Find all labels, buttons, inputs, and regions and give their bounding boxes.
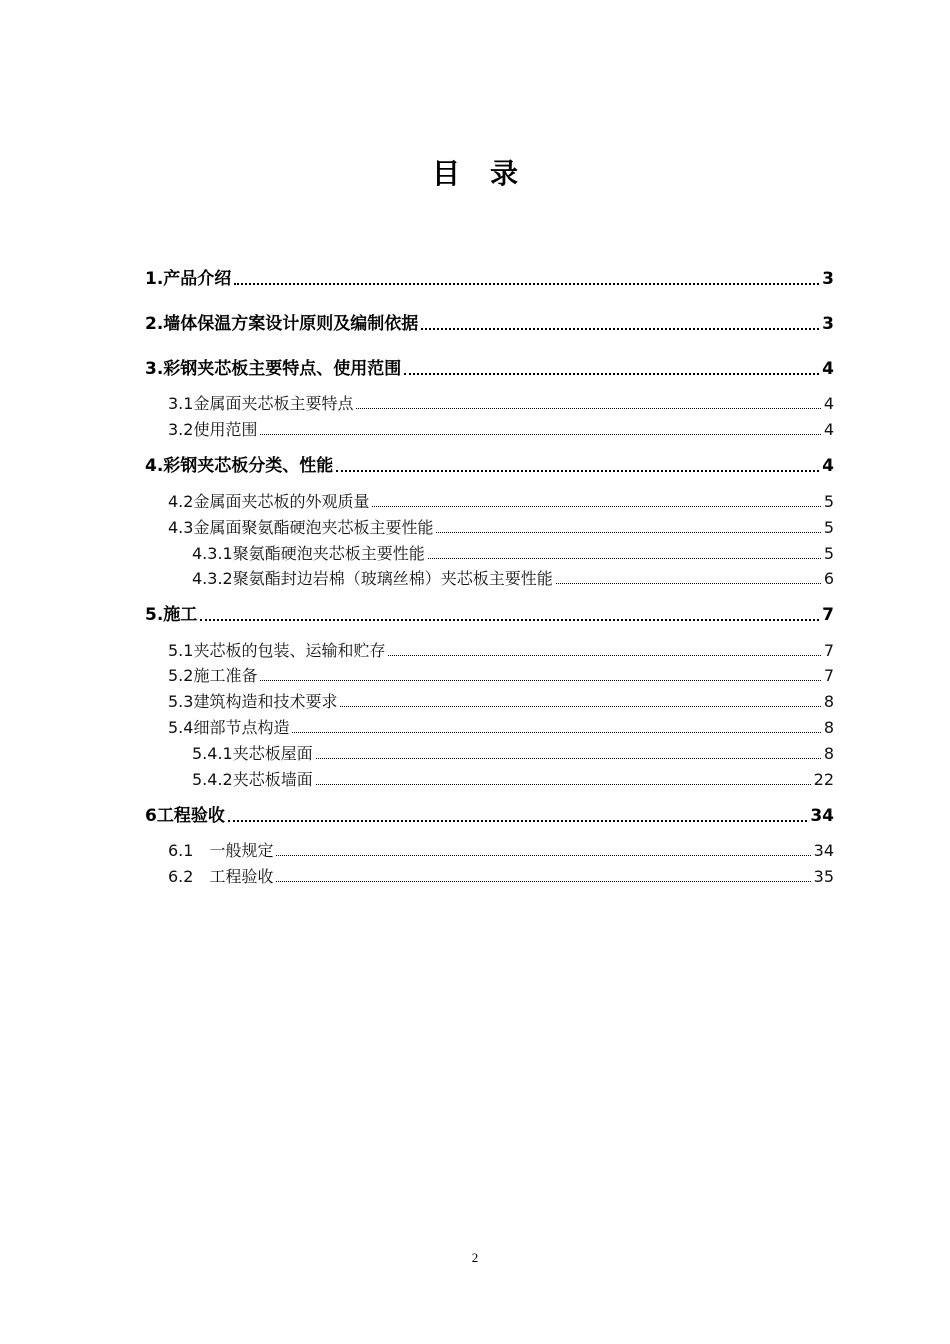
toc-entry[interactable] bbox=[145, 268, 834, 290]
toc-entry-page: 4 bbox=[823, 394, 834, 413]
toc-leader-dots bbox=[336, 470, 819, 472]
title-char-1: 目 bbox=[431, 157, 460, 190]
toc-leader-dots bbox=[276, 855, 810, 856]
page-number: 2 bbox=[471, 1250, 479, 1265]
toc-entry-label: 2.墙体保温方案设计原则及编制依据 bbox=[145, 314, 419, 334]
toc-entry[interactable] bbox=[168, 517, 834, 539]
toc-leader-dots bbox=[276, 881, 810, 882]
toc-entry-label: 3.1金属面夹芯板主要特点 bbox=[168, 394, 354, 413]
toc-leader-dots bbox=[388, 655, 820, 656]
toc-entry-page: 7 bbox=[822, 605, 834, 625]
toc-entry-label: 1.产品介绍 bbox=[145, 269, 232, 289]
toc-entry-label: 4.3金属面聚氨酯硬泡夹芯板主要性能 bbox=[168, 518, 434, 537]
toc-entry[interactable] bbox=[192, 568, 834, 590]
toc-entry-page: 8 bbox=[823, 718, 834, 737]
toc-entry-label: 5.1夹芯板的包装、运输和贮存 bbox=[168, 641, 386, 660]
toc-leader-dots bbox=[372, 506, 820, 507]
toc-entry-page: 35 bbox=[813, 867, 834, 886]
toc-entry-page: 8 bbox=[823, 692, 834, 711]
toc-leader-dots bbox=[556, 583, 821, 584]
toc-entry-label: 6.2 工程验收 bbox=[168, 867, 274, 886]
toc-entry-page: 34 bbox=[810, 806, 834, 826]
toc-entry-label: 4.2金属面夹芯板的外观质量 bbox=[168, 492, 370, 511]
toc-leader-dots bbox=[421, 328, 819, 330]
toc-leader-dots bbox=[200, 619, 819, 621]
toc-entry-page: 34 bbox=[813, 841, 834, 860]
page-title bbox=[0, 152, 950, 192]
toc-entry-page: 6 bbox=[823, 569, 834, 588]
toc-entry[interactable] bbox=[168, 691, 834, 713]
toc-entry[interactable] bbox=[168, 419, 834, 441]
toc-leader-dots bbox=[436, 532, 820, 533]
toc-leader-dots bbox=[404, 373, 819, 375]
toc-leader-dots bbox=[316, 758, 821, 759]
toc-entry-page: 5 bbox=[823, 544, 834, 563]
toc-entry-label: 5.4.1夹芯板屋面 bbox=[192, 744, 313, 763]
toc-entry-page: 8 bbox=[823, 744, 834, 763]
toc-entry[interactable] bbox=[145, 604, 834, 626]
toc-entry-page: 4 bbox=[823, 420, 834, 439]
toc-entry-page: 5 bbox=[823, 492, 834, 511]
toc-entry[interactable] bbox=[168, 840, 834, 862]
toc-entry[interactable] bbox=[145, 805, 834, 827]
toc-entry[interactable] bbox=[168, 640, 834, 662]
toc-entry[interactable] bbox=[168, 491, 834, 513]
toc-entry-label: 4.3.2聚氨酯封边岩棉（玻璃丝棉）夹芯板主要性能 bbox=[192, 569, 553, 588]
toc-entry-page: 3 bbox=[822, 269, 834, 289]
toc-entry-page: 3 bbox=[822, 314, 834, 334]
toc-entry[interactable] bbox=[145, 455, 834, 477]
toc-entry-label: 5.3建筑构造和技术要求 bbox=[168, 692, 338, 711]
toc-entry[interactable] bbox=[168, 665, 834, 687]
toc-entry-label: 4.彩钢夹芯板分类、性能 bbox=[145, 456, 334, 476]
toc-entry-label: 6.1 一般规定 bbox=[168, 841, 274, 860]
title-char-2: 录 bbox=[490, 157, 519, 190]
toc-entry[interactable] bbox=[168, 866, 834, 888]
toc-entry-page: 4 bbox=[822, 456, 834, 476]
toc-entry-label: 5.4细部节点构造 bbox=[168, 718, 290, 737]
toc-leader-dots bbox=[234, 283, 819, 285]
toc-entry-label: 6工程验收 bbox=[145, 806, 225, 826]
toc-entry-label: 4.3.1聚氨酯硬泡夹芯板主要性能 bbox=[192, 544, 425, 563]
toc-leader-dots bbox=[356, 408, 820, 409]
toc-entry-page: 7 bbox=[823, 641, 834, 660]
toc-entry-page: 4 bbox=[822, 359, 834, 379]
toc-entry[interactable] bbox=[145, 358, 834, 380]
toc-entry-page: 22 bbox=[813, 770, 834, 789]
toc-entry[interactable] bbox=[192, 543, 834, 565]
toc-entry-page: 5 bbox=[823, 518, 834, 537]
toc-entry-label: 5.2施工准备 bbox=[168, 666, 258, 685]
toc-entry[interactable] bbox=[192, 743, 834, 765]
toc-leader-dots bbox=[260, 434, 820, 435]
toc-leader-dots bbox=[340, 706, 820, 707]
toc-entry-label: 5.4.2夹芯板墙面 bbox=[192, 770, 313, 789]
toc-leader-dots bbox=[428, 558, 821, 559]
toc-entry-page: 7 bbox=[823, 666, 834, 685]
toc-entry[interactable] bbox=[168, 393, 834, 415]
toc-leader-dots bbox=[260, 680, 820, 681]
toc-entry-label: 3.2使用范围 bbox=[168, 420, 258, 439]
toc-entry[interactable] bbox=[145, 313, 834, 335]
toc-leader-dots bbox=[228, 820, 807, 822]
toc-leader-dots bbox=[292, 732, 820, 733]
toc-entry[interactable] bbox=[192, 769, 834, 791]
toc-entry[interactable] bbox=[168, 717, 834, 739]
toc-entry-label: 5.施工 bbox=[145, 605, 198, 625]
toc-entry-label: 3.彩钢夹芯板主要特点、使用范围 bbox=[145, 359, 402, 379]
toc-leader-dots bbox=[316, 784, 811, 785]
